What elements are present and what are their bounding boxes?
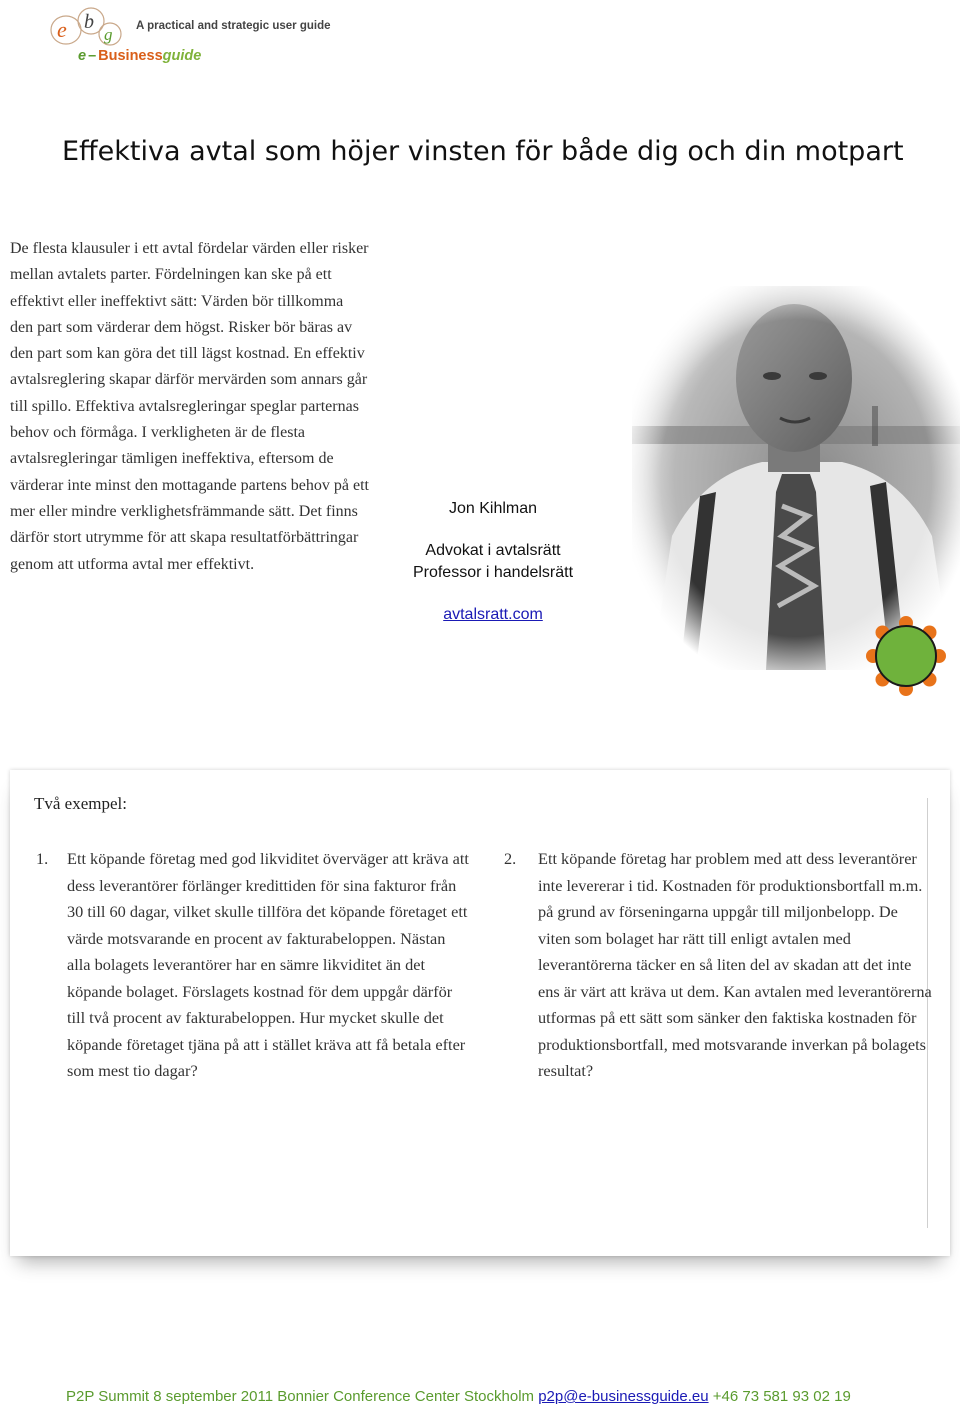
author-role-line1: Advokat i avtalsrätt	[425, 542, 561, 559]
decorative-sun-icon	[866, 616, 946, 696]
author-role	[408, 540, 578, 584]
brand-guide: guide	[162, 48, 202, 64]
footer	[66, 1388, 956, 1405]
footer-event-text: P2P Summit 8 september 2011 Bonnier Conference Center Stockholm	[66, 1388, 535, 1405]
ebg-letters-logo	[46, 4, 136, 50]
page-title: Effektiva avtal som höjer vinsten för både dig och din motpart	[62, 136, 904, 167]
brand-e: e	[78, 48, 87, 64]
example-text: Ett köpande företag med god likviditet överväger att kräva att dess leverantörer förlänger kredittiden för sina fakturor från 30 till 60 dagar, vilket skulle tillföra det köpande företaget ett värde motsvarande en procent av fakturabeloppen. Nästan alla bolagets leverantörer har en sämre likviditet än det köpande bolaget. Förslagets kostnad för dem uppgår därför till två procent av fakturabeloppen. Hur mycket skulle det köpande företaget tjäna på att i stället kräva att få betala efter som mest tio dagar?	[67, 849, 469, 1080]
example-number: 2.	[504, 849, 517, 868]
brand-business: Business	[98, 48, 163, 64]
author-portrait	[632, 286, 960, 670]
example-text: Ett köpande företag har problem med att dess leverantörer inte levererar i tid. Kostnaden för produktionsbortfall m.m. på grund av förseningarna uppgår till miljonbelopp. De viten som bolaget har rätt till enligt avtalen med leverantörerna täcker en så liten del av skadan att det inte ens är värt att kräva ut dem. Kan avtalen med leverantörerna utformas på ett sätt som sänker den faktiska kostnaden för produktionsbortfall, med motsvarande inverkan på bolagets resultat?	[538, 849, 932, 1080]
author-name: Jon Kihlman	[448, 500, 538, 517]
logo-letter-g: g	[104, 25, 113, 44]
logo-letter-b: b	[84, 11, 94, 33]
examples-box	[10, 770, 950, 1256]
logo-letter-e: e	[57, 17, 67, 42]
examples-heading: Två exempel:	[34, 794, 127, 813]
author-card	[408, 500, 578, 624]
example-number: 1.	[36, 849, 49, 868]
footer-phone: +46 73 581 93 02 19	[712, 1388, 851, 1405]
author-role-line2: Professor i handelsrätt	[412, 564, 574, 581]
brand-name	[78, 48, 201, 64]
ebg-logo	[46, 4, 346, 70]
brand-dash: –	[88, 48, 97, 64]
logo-tagline: A practical and strategic user guide	[136, 20, 331, 32]
intro-paragraph: De flesta klausuler i ett avtal fördelar värden eller risker mellan avtalets parter. Fördelningen kan ske på ett effektivt eller ineffektivt sätt: Värden bör tillkomma den part som värderar dem högst. Risker bör bäras av den part som kan göra det till lägst kostnad. En effektiv avtalsreglering skapar därför mervärden som annars går till spillo. Effektiva avtalsregleringar speglar parternas behov och förmåga. I verkligheten är de flesta avtalsregleringar tämligen ineffektiva, eftersom de värderar inte minst den mottagande partens behov på ett mer eller mindre verklighetsfrämmande sätt. Det finns därför stort utrymme för att skapa resultatförbättringar genom att utforma avtal mer effektivt.	[10, 240, 369, 573]
author-website-link[interactable]: avtalsratt.com	[443, 606, 543, 623]
footer-email-link[interactable]: p2p@e-businessguide.eu	[538, 1388, 709, 1405]
